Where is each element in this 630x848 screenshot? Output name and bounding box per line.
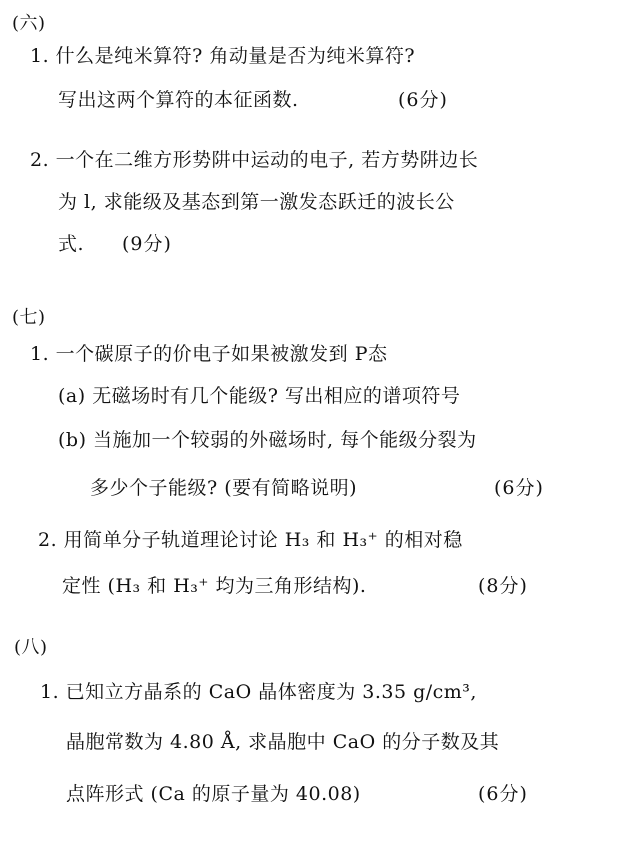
question-7-1-line-a: (a) 无磁场时有几个能级? 写出相应的谱项符号: [58, 385, 461, 407]
question-6-2-score: (9分): [122, 233, 172, 255]
section-6-heading: (六): [12, 13, 46, 34]
section-7-heading: (七): [12, 307, 46, 328]
question-6-2-line-1: 2. 一个在二维方形势阱中运动的电子, 若方势阱边长: [30, 149, 479, 171]
question-8-1-line-3: 点阵形式 (Ca 的原子量为 40.08): [66, 783, 361, 805]
question-6-1-line-1: 1. 什么是纯米算符? 角动量是否为纯米算符?: [30, 45, 416, 67]
question-7-1-line-b1: (b) 当施加一个较弱的外磁场时, 每个能级分裂为: [58, 429, 477, 451]
question-7-2-line-2: 定性 (H₃ 和 H₃⁺ 均为三角形结构).: [62, 575, 367, 597]
section-8-heading: (八): [14, 637, 48, 658]
question-8-1-score: (6分): [478, 783, 528, 805]
question-6-1-score: (6分): [398, 89, 448, 111]
question-7-1-line-b2: 多少个子能级? (要有简略说明): [90, 477, 358, 499]
question-7-2-line-1: 2. 用简单分子轨道理论讨论 H₃ 和 H₃⁺ 的相对稳: [38, 529, 463, 551]
question-6-1-line-2: 写出这两个算符的本征函数.: [58, 89, 299, 111]
question-8-1-line-1: 1. 已知立方晶系的 CaO 晶体密度为 3.35 g/cm³,: [40, 681, 477, 703]
question-6-2-line-2: 为 l, 求能级及基态到第一激发态跃迁的波长公: [58, 191, 455, 213]
question-7-1-line-1: 1. 一个碳原子的价电子如果被激发到 P态: [30, 343, 388, 365]
question-7-2-score: (8分): [478, 575, 528, 597]
question-7-1-score: (6分): [494, 477, 544, 499]
question-6-2-line-3: 式.: [58, 233, 85, 255]
question-8-1-line-2: 晶胞常数为 4.80 Å, 求晶胞中 CaO 的分子数及其: [66, 731, 500, 753]
